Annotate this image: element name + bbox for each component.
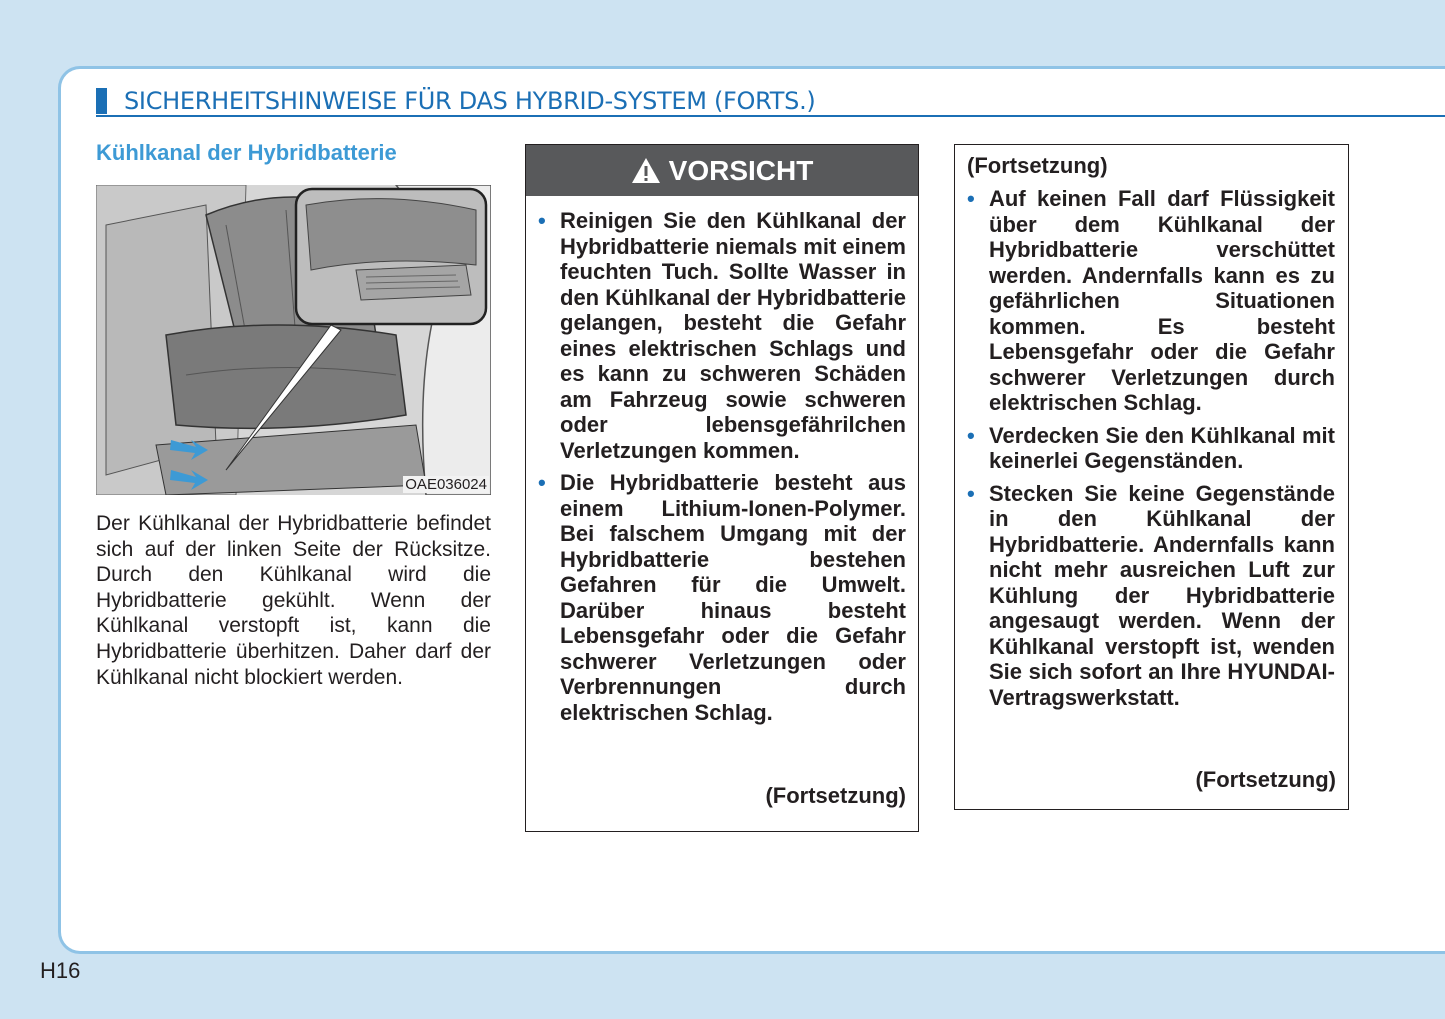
list-item: • Reinigen Sie den Kühlkanal der Hybridbatterie niemals mit einem feuchten Tuch. Sollte Wasser in den Kühlkanal der Hybridbatterie gelangen, besteht die Gefahr eines elektrischen Schlags und es kann zu schweren Schäden am Fahrzeug sowie schweren oder lebensgefährilchen Verletzungen kommen. xyxy=(538,208,906,463)
warning-triangle-icon xyxy=(631,157,661,184)
section-marker xyxy=(96,88,107,114)
continued-top-label: (Fortsetzung) xyxy=(967,153,1108,178)
continued-label: (Fortsetzung) xyxy=(765,783,906,808)
list-item: • Auf keinen Fall darf Flüssigkeit über dem Kühlkanal der Hybridbatterie verschüttet werden. Andernfalls kann es zu gefährlichen Situationen kommen. Es besteht Lebensgefahr oder die Gefahr schwerer Verletzungen durch elektrischen Schlag. xyxy=(967,186,1335,415)
rear-seat-drawing xyxy=(96,185,491,495)
description-paragraph: Der Kühlkanal der Hybridbatterie befindet sich auf der linken Seite der Rücksitze. Durch den Kühlkanal wird die Hybridbatterie gekühlt. Wenn der Kühlkanal verstopft ist, kann die Hybridbatterie überhitzen. Daher darf der Kühlkanal nicht blockiert werden. xyxy=(96,512,491,689)
caution-list xyxy=(536,208,906,732)
caution-heading: VORSICHT xyxy=(668,154,814,186)
list-item: • Die Hybridbatterie besteht aus einem Lithium-Ionen-Polymer. Bei falschem Umgang mit der Hybridbatterie bestehen Gefahren für die Umwelt. Darüber hinaus besteht Lebensgefahr oder die Gefahr schwerer Verletzungen oder Verbrennungen durch elektrischen Schlag. xyxy=(538,470,906,725)
subheading: Kühlkanal der Hybridbatterie xyxy=(96,140,397,165)
section-rule xyxy=(96,115,1445,117)
continued-bottom-label: (Fortsetzung) xyxy=(1195,767,1336,792)
list-item: • Verdecken Sie den Kühlkanal mit keinerlei Gegenständen. xyxy=(967,422,1335,473)
page-number: H16 xyxy=(40,958,81,983)
figure-code: OAE036024 xyxy=(405,476,487,493)
continuation-box xyxy=(954,144,1349,810)
continuation-list xyxy=(965,186,1335,717)
caution-box xyxy=(525,144,919,832)
caution-header xyxy=(526,145,918,196)
section-header xyxy=(96,86,1445,116)
cooling-duct-illustration xyxy=(96,185,491,495)
section-title: SICHERHEITSHINWEISE FÜR DAS HYBRID-SYSTEM (FORTS.) xyxy=(124,87,816,115)
list-item: • Stecken Sie keine Gegenstände in den Kühlkanal der Hybridbatterie. Andernfalls kann nicht mehr ausreichen Luft zur Kühlung der Hybridbatterie angesaugt werden. Wenn der Kühlkanal verstopft ist, wenden Sie sich sofort an Ihre HYUNDAI-Vertragswerkstatt. xyxy=(967,480,1335,710)
